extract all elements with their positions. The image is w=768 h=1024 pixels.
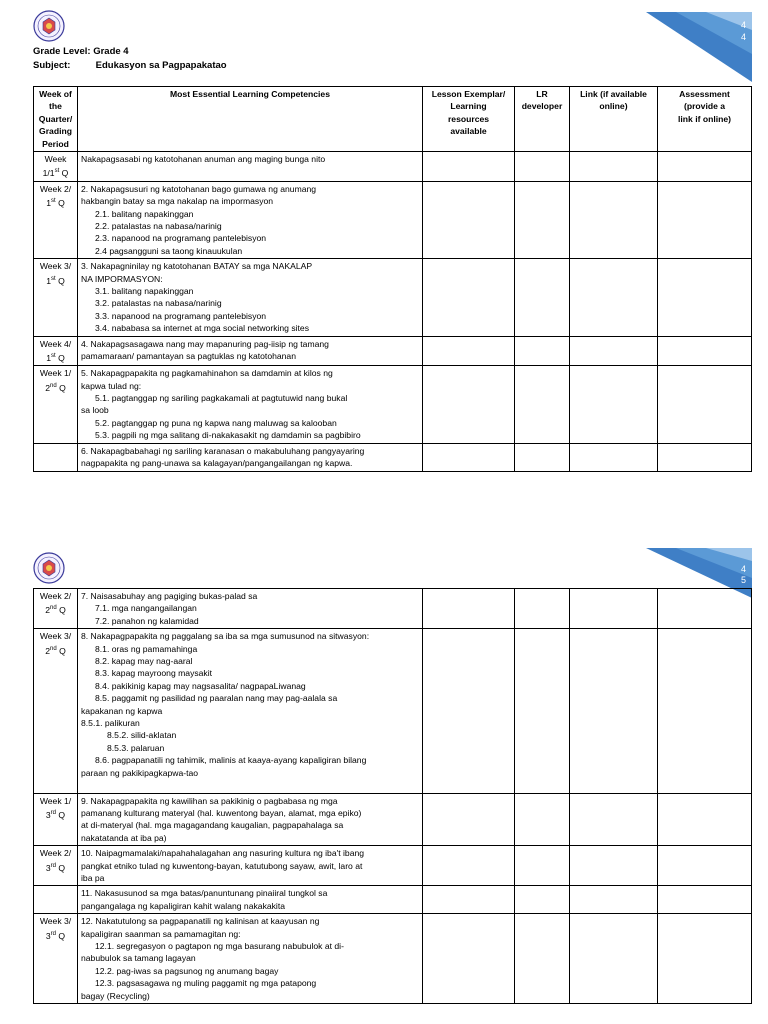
competency-cell <box>78 846 423 886</box>
lr-cell <box>515 181 570 258</box>
column-header-assessment-line: Assessment <box>679 89 730 99</box>
competency-line: 5.2. pagtanggap ng puna ng kapwa nang maluwag sa kalooban <box>95 417 337 428</box>
grade-level-line <box>33 45 129 58</box>
assessment-cell <box>658 152 752 182</box>
lesson-cell <box>423 152 515 182</box>
competency-line: 2.3. napanood na programang pantelebisyon <box>95 233 267 244</box>
competency-line: sa loob <box>81 405 109 416</box>
assessment-cell <box>658 793 752 846</box>
column-header-link-line: online) <box>599 101 628 112</box>
lr-cell <box>515 589 570 629</box>
week-cell <box>34 152 78 182</box>
lesson-cell <box>423 259 515 336</box>
lr-cell <box>515 629 570 793</box>
grade-level-label: Grade Level: <box>33 46 91 57</box>
quarter-suffix: Q <box>56 605 66 616</box>
lr-cell <box>515 886 570 914</box>
week-cell <box>34 336 78 366</box>
quarter-number: 2 <box>45 605 50 616</box>
competency-line: 9. Nakapagpapakita ng kawilihan sa pakikinig o pagbabasa ng mga <box>81 795 338 806</box>
lesson-cell <box>423 366 515 443</box>
table-row <box>34 259 752 336</box>
quarter-suffix: Q <box>56 382 66 393</box>
lesson-cell <box>423 181 515 258</box>
competency-line: 12.3. pagsasagawa ng muling paggamit ng mga patapong <box>95 978 317 989</box>
competency-line: 8.5.2. silid-aklatan <box>107 730 177 741</box>
competency-line: 7. Naisasabuhay ang pagiging bukas-palad sa <box>81 591 258 601</box>
lesson-cell <box>423 886 515 914</box>
quarter-suffix: Q <box>56 930 66 941</box>
column-header-lesson-line: available <box>450 126 487 137</box>
competency-line: 3. Nakapagninilay ng katotohanan BATAY sa mga NAKALAP <box>81 261 313 272</box>
quarter-suffix: Q <box>59 168 69 179</box>
column-header-lesson-line: resources <box>447 113 490 124</box>
lesson-cell <box>423 589 515 629</box>
competency-line: pangangalaga ng kapaligiran kahit walang nakakakita <box>81 900 286 911</box>
competency-line: 12.1. segregasyon o pagtapon ng mga basurang nabubulok at di- <box>95 940 344 951</box>
quarter-ordinal: nd <box>50 382 57 389</box>
week-cell <box>34 443 78 471</box>
table-header-row <box>34 87 752 152</box>
week-label: Week 2/ <box>39 183 72 194</box>
column-header-week-line: the <box>49 101 62 112</box>
lesson-cell <box>423 629 515 793</box>
table-row <box>34 366 752 443</box>
competency-line: kapakanan ng kapwa <box>81 705 163 716</box>
quarter-suffix: Q <box>55 197 65 208</box>
table-row <box>34 443 752 471</box>
grade-level-value: Grade 4 <box>93 46 129 57</box>
column-header-lesson <box>423 87 515 152</box>
assessment-cell <box>658 181 752 258</box>
column-header-week <box>34 87 78 152</box>
competency-line: NA IMPORMASYON: <box>81 273 163 284</box>
week-cell <box>34 366 78 443</box>
quarter-number: 3 <box>45 809 51 820</box>
week-cell <box>34 914 78 1004</box>
deped-seal-icon <box>33 10 65 42</box>
quarter-label <box>37 860 74 874</box>
table-row <box>34 914 752 1004</box>
competency-line: kapwa tulad ng: <box>81 380 142 391</box>
page-corner-decoration-icon <box>646 12 752 82</box>
lr-cell <box>515 793 570 846</box>
competency-line: 2.1. balitang napakinggan <box>95 208 194 219</box>
page-number-bottom: 5 <box>740 575 746 585</box>
competency-line: 4. Nakapagsasagawa nang may mapanuring pag-iisip ng tamang <box>81 338 329 349</box>
melc-table-page-2 <box>33 588 752 1004</box>
lesson-cell <box>423 443 515 471</box>
week-cell <box>34 181 78 258</box>
competency-line: 8.5. paggamit ng pasilidad ng paaralan nang may pag-aalala sa <box>95 693 338 704</box>
assessment-cell <box>658 886 752 914</box>
page-number-bottom: 4 <box>740 32 746 42</box>
competency-cell <box>78 443 423 471</box>
document-page-2 <box>0 548 768 1024</box>
quarter-number: 1/1 <box>42 168 55 179</box>
table-row <box>34 886 752 914</box>
lesson-cell <box>423 793 515 846</box>
melc-table-page-1 <box>33 86 752 472</box>
subject-line <box>33 59 227 72</box>
competency-cell <box>78 793 423 846</box>
quarter-label <box>37 273 74 287</box>
competency-line: hakbangin batay sa mga nakalap na impormasyon <box>81 196 274 207</box>
competency-line: 3.4. nababasa sa internet at mga social networking sites <box>95 323 310 334</box>
document-page-1 <box>0 0 768 500</box>
week-label: Week <box>44 154 67 165</box>
quarter-suffix: Q <box>56 862 66 873</box>
week-label: Week 1/ <box>39 368 72 379</box>
subject-label: Subject: <box>33 60 71 71</box>
quarter-label <box>37 380 74 394</box>
quarter-suffix: Q <box>55 275 65 286</box>
week-label: Week 4/ <box>39 338 72 349</box>
quarter-suffix: Q <box>56 645 66 656</box>
competency-cell <box>78 336 423 366</box>
competency-cell <box>78 914 423 1004</box>
lr-cell <box>515 152 570 182</box>
quarter-label <box>37 928 74 942</box>
assessment-cell <box>658 259 752 336</box>
competency-line: 8.4. pakikinig kapag may nagsasalita/ nagpapaLiwanag <box>95 680 306 691</box>
week-label: Week 3/ <box>39 631 72 642</box>
link-cell <box>570 793 658 846</box>
quarter-ordinal: nd <box>50 645 57 652</box>
assessment-cell <box>658 589 752 629</box>
competency-cell <box>78 886 423 914</box>
week-cell <box>34 259 78 336</box>
competency-line: pangkat etniko tulad ng kuwentong-bayan, katutubong sayaw, awit, laro at <box>81 860 363 871</box>
table-row <box>34 336 752 366</box>
column-header-assessment-line: link if online) <box>678 113 731 124</box>
quarter-ordinal: rd <box>50 930 57 937</box>
link-cell <box>570 914 658 1004</box>
column-header-week-line: Grading <box>39 126 72 137</box>
quarter-number: 3 <box>45 862 51 873</box>
lr-cell <box>515 914 570 1004</box>
competency-line: 11. Nakasusunod sa mga batas/panuntunang pinaiiral tungkol sa <box>81 888 328 899</box>
lesson-cell <box>423 336 515 366</box>
week-cell <box>34 589 78 629</box>
competency-line: 5.3. pagpili ng mga salitang di-nakakasakit ng damdamin sa pagbibiro <box>95 430 361 441</box>
competency-line <box>81 779 419 791</box>
table-row <box>34 152 752 182</box>
week-cell <box>34 629 78 793</box>
competency-line: pamamaraan/ pamantayan sa pagtuklas ng katotohanan <box>81 350 296 361</box>
quarter-suffix: Q <box>56 809 66 820</box>
competency-line: 2.4 pagsangguni sa taong kinauukulan <box>95 245 243 256</box>
quarter-label <box>37 195 74 209</box>
quarter-label <box>37 350 74 364</box>
assessment-cell <box>658 443 752 471</box>
competency-line: 12.2. pag-iwas sa pagsunog ng anumang bagay <box>95 965 279 976</box>
lr-cell <box>515 366 570 443</box>
quarter-label <box>37 643 74 657</box>
link-cell <box>570 886 658 914</box>
competency-cell <box>78 152 423 182</box>
assessment-cell <box>658 629 752 793</box>
assessment-cell <box>658 914 752 1004</box>
column-header-lr-line: LR <box>536 89 548 99</box>
link-cell <box>570 259 658 336</box>
competency-cell <box>78 181 423 258</box>
competency-line: Nakapagsasabi ng katotohanan anuman ang maging bunga nito <box>81 154 326 165</box>
quarter-label <box>37 602 74 616</box>
competency-line: 3.3. napanood na programang pantelebisyon <box>95 310 267 321</box>
quarter-suffix: Q <box>55 352 65 363</box>
quarter-label <box>37 807 74 821</box>
column-header-week-line: Week of <box>39 89 72 99</box>
link-cell <box>570 366 658 443</box>
competency-line: 7.1. mga nangangailangan <box>95 603 197 614</box>
page-number-top: 4 <box>740 564 746 574</box>
lr-cell <box>515 846 570 886</box>
link-cell <box>570 443 658 471</box>
column-header-lr-line: developer <box>521 101 563 112</box>
competency-cell <box>78 259 423 336</box>
competency-cell <box>78 629 423 793</box>
lr-cell <box>515 443 570 471</box>
lesson-cell <box>423 914 515 1004</box>
quarter-ordinal: st <box>51 352 56 359</box>
competency-line: 8.3. kapag mayroong maysakit <box>95 668 213 679</box>
column-header-link-line: Link (if available <box>580 89 647 99</box>
quarter-number: 2 <box>45 645 50 656</box>
column-header-lesson-line: Lesson Exemplar/ <box>431 89 506 99</box>
quarter-ordinal: nd <box>50 605 57 612</box>
competency-line: 6. Nakapagbabahagi ng sariling karanasan o makabuluhang pangyayaring <box>81 445 365 456</box>
quarter-ordinal: st <box>54 168 60 175</box>
table-row <box>34 181 752 258</box>
assessment-cell <box>658 336 752 366</box>
competency-cell <box>78 366 423 443</box>
competency-line: 10. Naipagmamalaki/napahahalagahan ang nasuring kultura ng iba't ibang <box>81 848 365 859</box>
link-cell <box>570 152 658 182</box>
quarter-number: 1 <box>46 352 52 363</box>
column-header-week-line: Period <box>42 138 69 149</box>
link-cell <box>570 846 658 886</box>
page-number-top: 4 <box>740 20 746 30</box>
competency-line: at di-materyal (hal. mga magagandang kaugalian, pagpapahalaga sa <box>81 820 344 831</box>
assessment-cell <box>658 846 752 886</box>
table-row <box>34 589 752 629</box>
competency-line: 3.2. patalastas na nabasa/narinig <box>95 298 222 309</box>
week-cell <box>34 886 78 914</box>
table-row <box>34 793 752 846</box>
competency-line: 8.6. pagpapanatili ng tahimik, malinis at kaaya-ayang kapaligiran bilang <box>95 755 367 766</box>
week-label: Week 2/ <box>39 591 72 601</box>
competency-line: 8.2. kapag may nag-aaral <box>95 656 193 667</box>
link-cell <box>570 181 658 258</box>
competency-line: nagpapakita ng pang-unawa sa kalagayan/pangangailangan ng kapwa. <box>81 458 353 469</box>
week-cell <box>34 846 78 886</box>
competency-line: 2.2. patalastas na nabasa/narinig <box>95 220 222 231</box>
quarter-label <box>37 165 74 179</box>
lr-cell <box>515 336 570 366</box>
table-row <box>34 629 752 793</box>
quarter-number: 3 <box>45 930 51 941</box>
quarter-ordinal: st <box>51 275 56 282</box>
competency-line: 8. Nakapagpapakita ng paggalang sa iba sa mga sumusunod na sitwasyon: <box>81 631 370 642</box>
quarter-number: 1 <box>46 275 52 286</box>
column-header-lesson-line: Learning <box>450 101 487 112</box>
competency-line: 8.5.3. palaruan <box>107 742 165 753</box>
competency-line: nabubulok sa tamang lagayan <box>81 953 196 964</box>
link-cell <box>570 336 658 366</box>
lr-cell <box>515 259 570 336</box>
lesson-cell <box>423 846 515 886</box>
competency-line: nakatatanda at iba pa) <box>81 832 167 843</box>
column-header-link <box>570 87 658 152</box>
competency-line: bagay (Recycling) <box>81 990 150 1001</box>
competency-line: 5.1. pagtanggap ng sariling pagkakamali at pagtutuwid nang bukal <box>95 393 348 404</box>
quarter-ordinal: st <box>51 198 56 205</box>
link-cell <box>570 589 658 629</box>
competency-line: 7.2. panahon ng kalamidad <box>95 615 199 626</box>
competency-line: paraan ng pakikipagkapwa-tao <box>81 767 199 778</box>
competency-line: iba pa <box>81 872 105 883</box>
column-header-lr <box>515 87 570 152</box>
week-label: Week 1/ <box>39 795 72 806</box>
competency-line: 2. Nakapagsusuri ng katotohanan bago gumawa ng anumang <box>81 183 317 194</box>
quarter-number: 1 <box>46 197 52 208</box>
subject-value: Edukasyon sa Pagpapakatao <box>95 60 227 71</box>
column-header-week-line: Quarter/ <box>38 113 73 124</box>
column-header-assessment <box>658 87 752 152</box>
week-cell <box>34 793 78 846</box>
competency-line: 8.5.1. palikuran <box>81 718 140 729</box>
competency-line: pamanang kulturang materyal (hal. kuwentong bayan, alamat, mga epiko) <box>81 807 362 818</box>
competency-cell <box>78 589 423 629</box>
deped-seal-icon <box>33 552 65 584</box>
competency-line: 3.1. balitang napakinggan <box>95 285 194 296</box>
week-label: Week 2/ <box>39 848 72 859</box>
page-gap <box>0 500 768 548</box>
quarter-number: 2 <box>45 382 50 393</box>
week-label: Week 3/ <box>39 916 72 927</box>
quarter-ordinal: rd <box>50 809 57 816</box>
column-header-assessment-line: (provide a <box>683 101 726 112</box>
week-label: Week 3/ <box>39 261 72 272</box>
assessment-cell <box>658 366 752 443</box>
competency-line: kapaligiran saanman sa pamamagitan ng: <box>81 928 241 939</box>
quarter-ordinal: rd <box>50 862 57 869</box>
column-header-melc: Most Essential Learning Competencies <box>78 87 423 152</box>
competency-line: 8.1. oras ng pamamahinga <box>95 643 198 654</box>
competency-line: 5. Nakapagpapakita ng pagkamahinahon sa damdamin at kilos ng <box>81 368 333 379</box>
table-row <box>34 846 752 886</box>
link-cell <box>570 629 658 793</box>
competency-line: 12. Nakatutulong sa pagpapanatili ng kalinisan at kaayusan ng <box>81 916 320 927</box>
